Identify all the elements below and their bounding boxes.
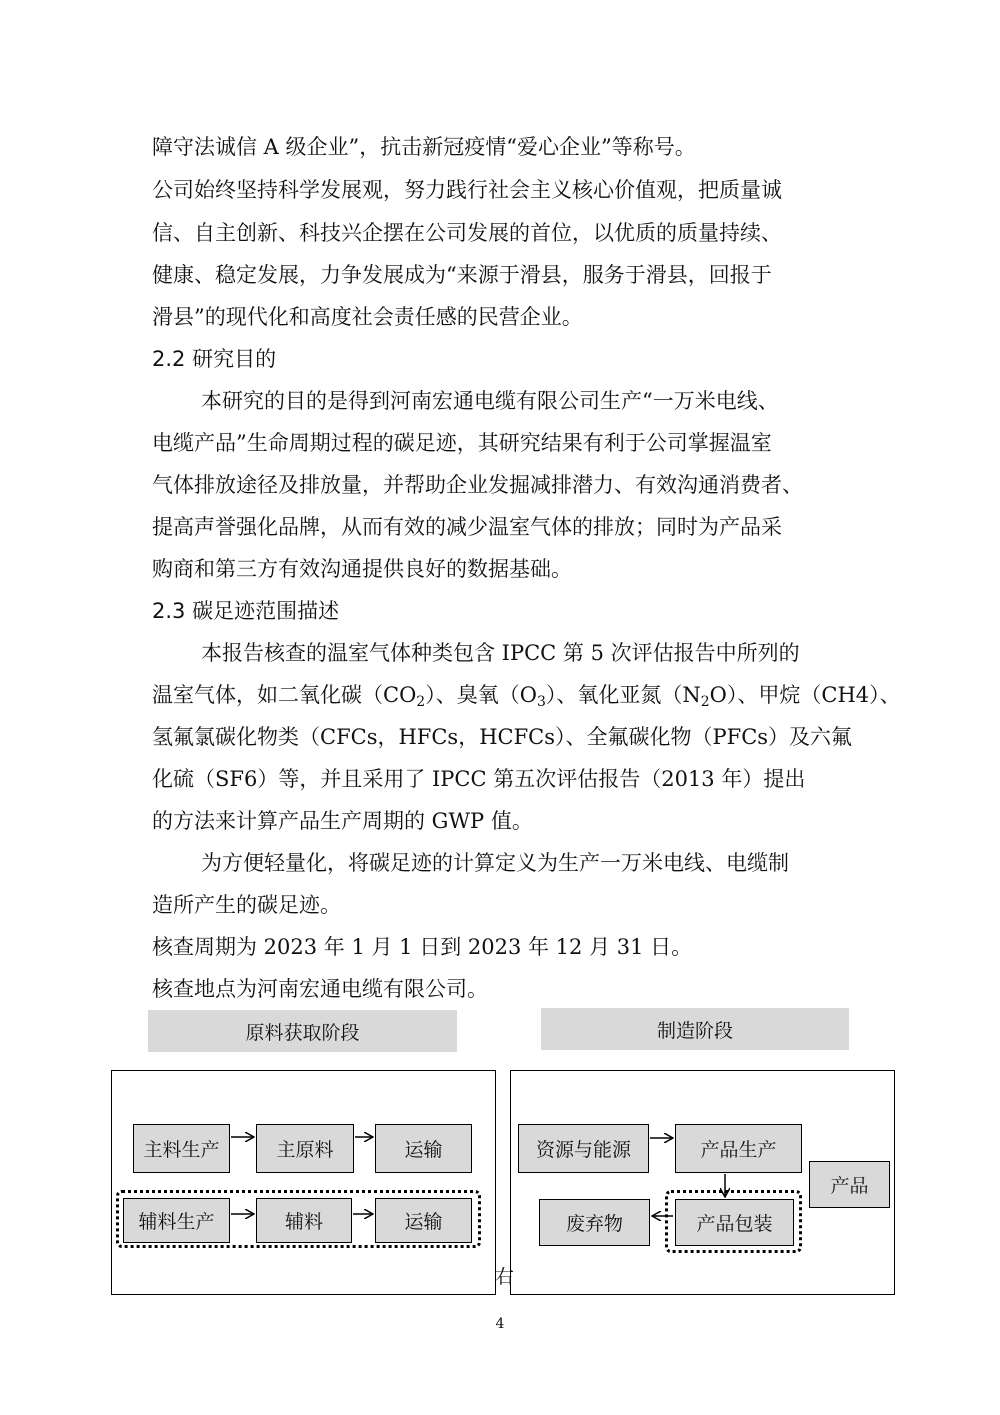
text-line: 电缆产品”生命周期过程的碳足迹，其研究结果有利于公司掌握温室 [152,431,772,455]
stage-header-manufacturing: 制造阶段 [541,1008,849,1050]
box-aux-production: 辅料生产 [123,1198,230,1243]
text-line: 核查地点为河南宏通电缆有限公司。 [152,977,488,1001]
text-line: 滑县”的现代化和高度社会责任感的民营企业。 [152,305,583,329]
text-line: 健康、稳定发展，力争发展成为“来源于滑县，服务于滑县，回报于 [152,263,772,287]
box-product-production: 产品生产 [675,1124,802,1173]
text-segment: ）、臭氧（O [425,683,537,707]
subscript: 3 [536,694,546,710]
box-main-material: 主原料 [256,1124,354,1173]
text-line: 的方法来计算产品生产周期的 GWP 值。 [152,809,533,833]
page-number: 4 [495,1316,505,1332]
text-line: 本报告核查的温室气体种类包含 IPCC 第 5 次评估报告中所列的 [201,641,800,665]
box-main-production: 主料生产 [133,1124,230,1173]
stray-character: 右 [495,1266,515,1288]
text-line: 障守法诚信 A 级企业”，抗击新冠疫情“爱心企业”等称号。 [152,135,696,159]
text-line: 氢氟氯碳化物类（CFCs，HFCs，HCFCs）、全氟碳化物（PFCs）及六氟 [152,725,853,749]
box-resources-energy: 资源与能源 [518,1124,649,1173]
box-product-packaging: 产品包装 [675,1199,794,1246]
text-line: 化硫（SF6）等，并且采用了 IPCC 第五次评估报告（2013 年）提出 [152,767,806,791]
box-aux-material: 辅料 [256,1198,352,1243]
box-transport-aux: 运输 [375,1198,472,1243]
text-line: 气体排放途径及排放量，并帮助企业发掘减排潜力、有效沟通消费者、 [152,473,803,497]
text-line: 造所产生的碳足迹。 [152,893,341,917]
text-segment: O）、甲烷（CH4）、 [709,683,901,707]
text-line: 本研究的目的是得到河南宏通电缆有限公司生产“一万米电线、 [201,389,779,413]
section-heading-2-2: 2.2 研究目的 [152,347,277,371]
subscript: 2 [700,694,710,710]
text-line: 为方便轻量化，将碳足迹的计算定义为生产一万米电线、电缆制 [201,851,789,875]
text-line: 购商和第三方有效沟通提供良好的数据基础。 [152,557,572,581]
section-heading-2-3: 2.3 碳足迹范围描述 [152,599,340,623]
text-line: 提高声誉强化品牌，从而有效的减少温室气体的排放；同时为产品采 [152,515,782,539]
subscript: 2 [416,694,426,710]
text-line: 信、自主创新、科技兴企摆在公司发展的首位，以优质的质量持续、 [152,221,782,245]
text-segment: 温室气体，如二氧化碳（CO [152,683,417,707]
box-waste: 废弃物 [539,1199,650,1246]
text-line: 核查周期为 2023 年 1 月 1 日到 2023 年 12 月 31 日。 [152,935,693,959]
box-product: 产品 [809,1161,890,1208]
text-segment: ）、氧化亚氮（N [545,683,701,707]
text-line: 公司始终坚持科学发展观，努力践行社会主义核心价值观，把质量诚 [152,178,782,202]
box-transport-main: 运输 [375,1124,472,1173]
stage-header-raw-material: 原料获取阶段 [148,1010,457,1052]
